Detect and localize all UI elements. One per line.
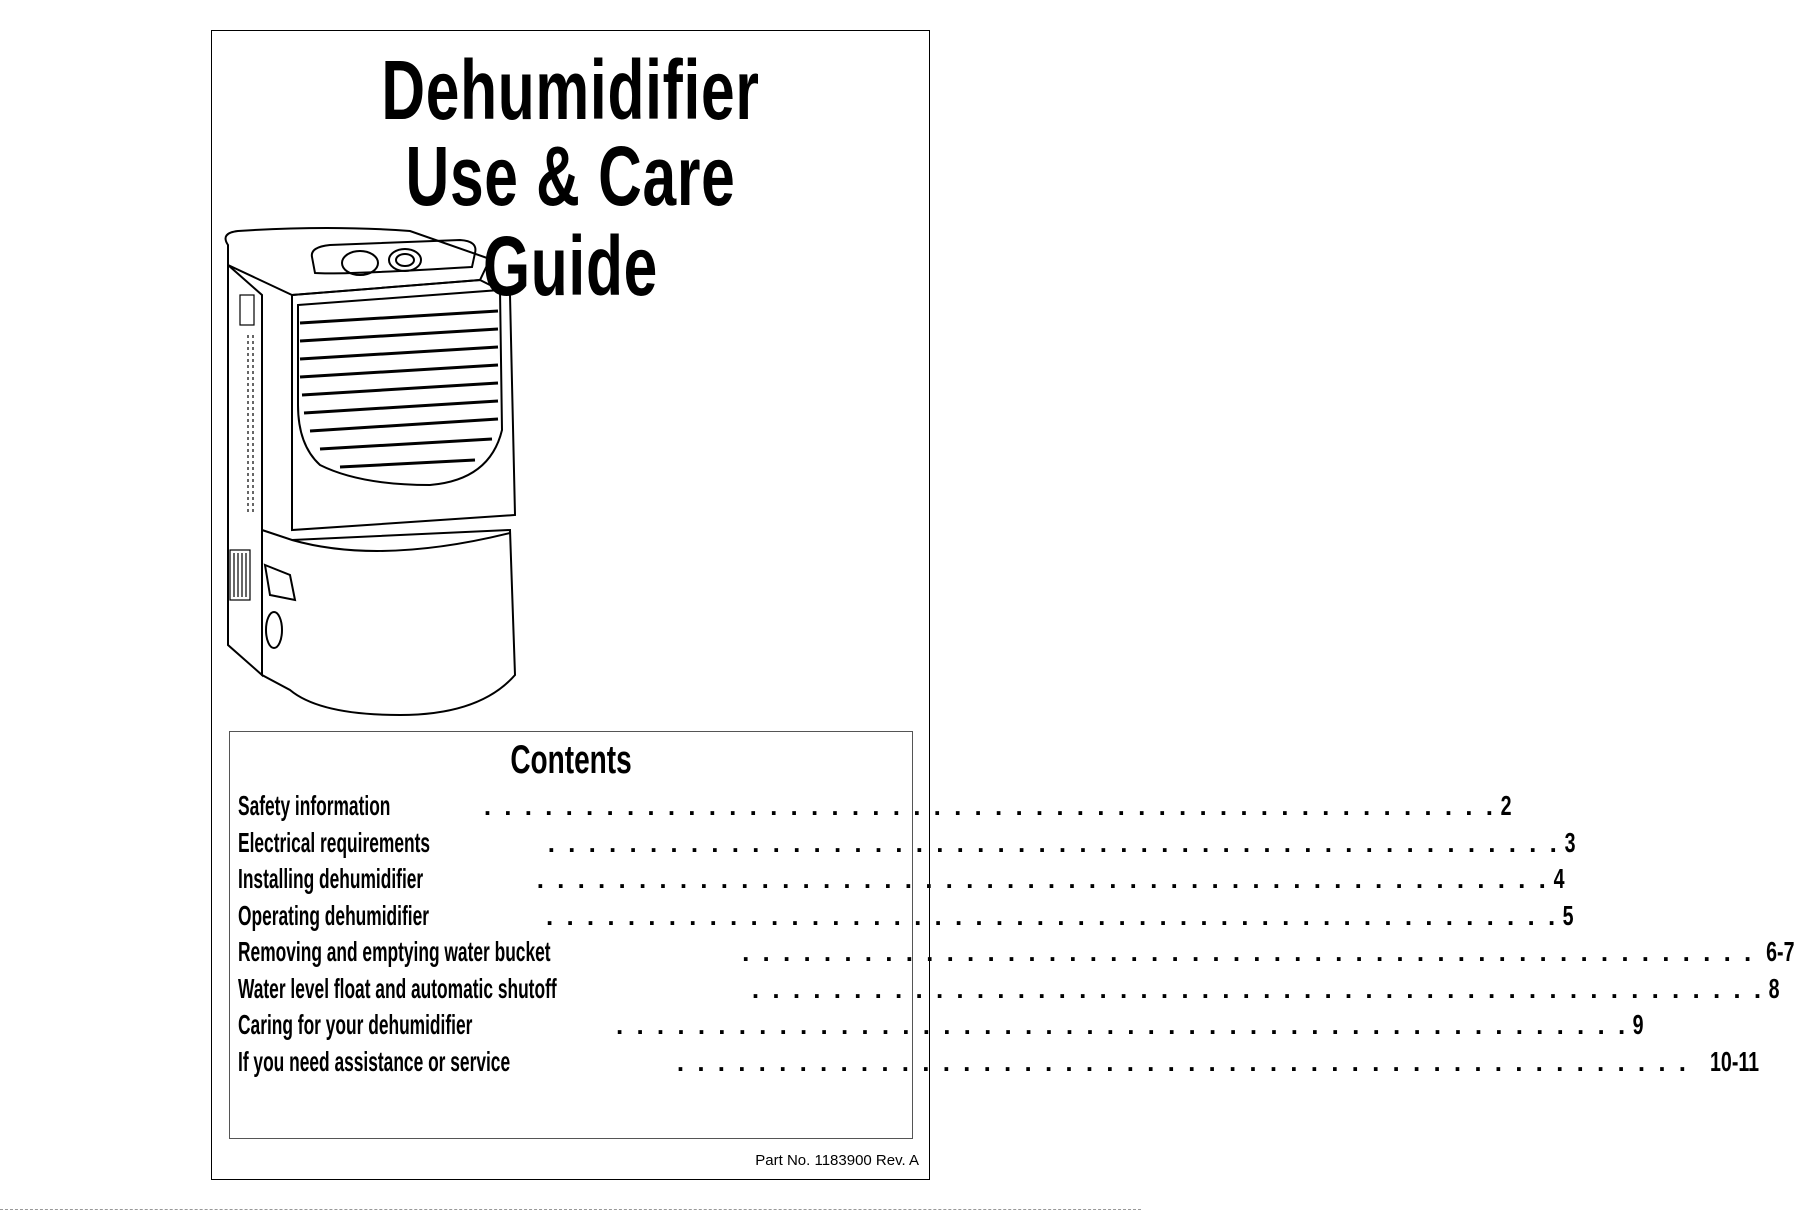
toc-entry-caring[interactable] [238,1009,1644,1046]
toc-entry-page: 2 [1500,790,1512,821]
toc-entry-label: Caring for your dehumidifier [238,1009,473,1040]
toc-entry-operating[interactable] [238,899,1574,937]
toc-entry-assistance[interactable] [238,1045,1760,1083]
title-line-2: Use & Care Guide [405,129,736,313]
toc-entry-page: 8 [1768,972,1780,1004]
toc-entry-page: 3 [1564,826,1576,858]
toc-entry-page: 5 [1562,899,1574,931]
contents-box [229,731,1795,1139]
toc-entry-page: 9 [1632,1009,1644,1040]
toc-entry-label: Electrical requirements [238,826,431,858]
toc-entry-label: Operating dehumidifier [238,899,429,931]
toc-entry-label: Water level float and automatic shutoff [238,972,557,1004]
dehumidifier-illustration-icon [200,195,520,695]
contents-heading: Contents [510,738,632,782]
toc-leader-dots: . . . . . . . . . . . . . . . . . . . . . . . . . . . . . . . . . . . . . . . . . . . . . . . . . . [483,791,1496,821]
toc-entry-installing[interactable] [238,863,1565,900]
toc-entry-page: 10-11 [1710,1045,1760,1077]
toc-entry-bucket[interactable] [238,936,1795,973]
toc-leader-dots: . . . . . . . . . . . . . . . . . . . . . . . . . . . . . . . . . . . . . . . . . . . . . . . . . . [547,827,1560,858]
toc-entry-safety[interactable] [238,790,1512,827]
toc-entry-page: 4 [1553,863,1565,894]
toc-list [238,790,1795,1082]
toc-entry-float[interactable] [238,972,1780,1010]
toc-entry-label: Installing dehumidifier [238,863,424,894]
toc-leader-dots: . . . . . . . . . . . . . . . . . . . . . . . . . . . . . . . . . . . . . . . . . . . . . . . . . . [676,1046,1690,1077]
toc-leader-dots: . . . . . . . . . . . . . . . . . . . . . . . . . . . . . . . . . . . . . . . . . . . . . . . . . . [536,864,1549,894]
toc-leader-dots: . . . . . . . . . . . . . . . . . . . . . . . . . . . . . . . . . . . . . . . . . . . . . . . . . . [742,937,1755,967]
toc-entry-label: Removing and emptying water bucket [238,936,551,967]
toc-entry-electrical[interactable] [238,826,1576,864]
toc-entry-label: If you need assistance or service [238,1045,511,1077]
bottom-rule [0,1209,1141,1212]
title-line-1: Dehumidifier [381,43,760,137]
toc-leader-dots: . . . . . . . . . . . . . . . . . . . . . . . . . . . . . . . . . . . . . . . . . . . . . . . . . . [616,1010,1629,1040]
toc-leader-dots: . . . . . . . . . . . . . . . . . . . . . . . . . . . . . . . . . . . . . . . . . . . . . . . . . . [751,973,1765,1004]
toc-entry-page: 6-7 [1766,936,1795,967]
toc-entry-label: Safety information [238,790,391,821]
part-number: Part No. 1183900 Rev. A [755,1152,919,1169]
toc-leader-dots: . . . . . . . . . . . . . . . . . . . . . . . . . . . . . . . . . . . . . . . . . . . . . . . . . . [546,900,1559,931]
